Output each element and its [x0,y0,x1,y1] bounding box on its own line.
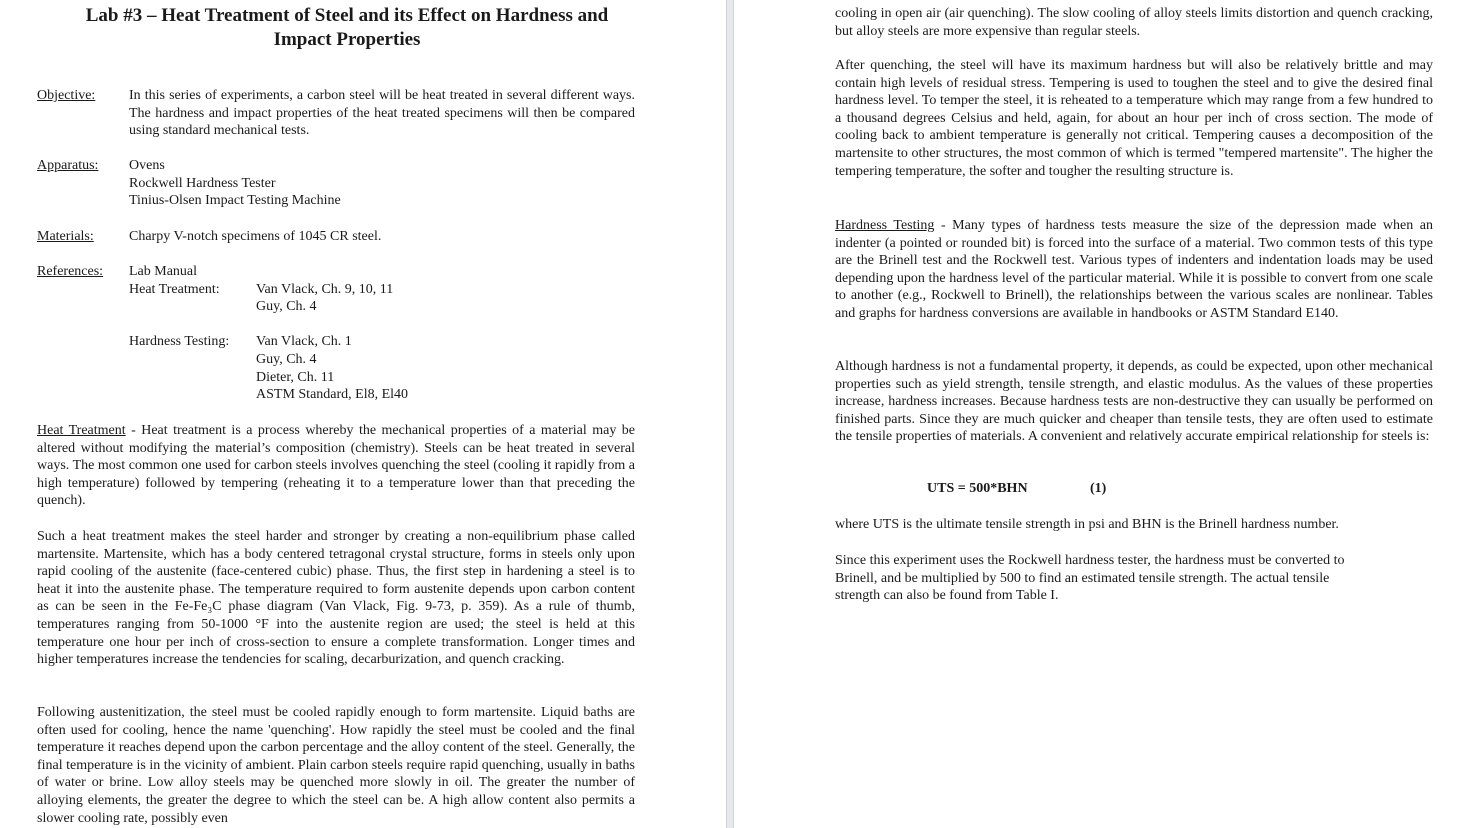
apparatus-item: Rockwell Hardness Tester [129,175,276,191]
document-page-right [734,0,1461,828]
martensite-paragraph: Such a heat treatment makes the steel harder and stronger by creating a non-equilibrium phase called martensite. Martensite, which has a body centered tetragonal crystal structure, forms in steels only upon rapid cooling of the austenite (face-centered cubic) phase. Thus, the first step in hardening a steel is to heat it into the austenite phase. The temperature required to form austenite depends upon carbon content as can be seen in the Fe-Fe₃C phase diagram (Van Vlack, Fig. 9-73, p. 359). As a rule of thumb, temperatures ranging from 50-1000 °F into the austenite region are used; the steel is held at this temperature one hour per inch of cross-section to ensure a complete transformation. Longer times and higher temperatures increase the tendencies for scaling, decarburization, and quench cracking. [37,529,635,668]
hardness-testing-paragraph [835,217,1433,323]
uts-equation [927,480,1107,498]
apparatus-item: Tinius-Olsen Impact Testing Machine [129,193,341,209]
equation-text: UTS = 500*BHN [927,481,1028,496]
reference-item: Dieter, Ch. 11 [256,369,335,385]
apparatus-label: Apparatus: [37,158,99,173]
tempering-paragraph: After quenching, the steel will have its maximum hardness but will also be relatively brittle and may contain high levels of residual stress. Tempering is used to toughen the steel and to give the desired final hardness level. To temper the steel, it is reheated to a temperature which may range from a few hundred to a thousand degrees Celsius and held, again, for about an hour per inch of cross section. The mode of cooling back to ambient temperature is generally not critical. Tempering causes a decomposition of the martensite to other structures, the most common of which is termed "tempered martensite". The higher the tempering temperature, the softer and tougher the resulting structure is. [835,58,1433,179]
title-line-2: Impact Properties [273,29,421,50]
paragraph-line: Brinell, and be multiplied by 500 to find an estimated tensile strength. The actual tensile [835,570,1330,586]
objective-text: In this series of experiments, a carbon steel will be heat treated in several different ways. The hardness and impact properties of the heat treated specimens will then be compared using standard mechanical tests. [129,88,635,139]
paragraph-line: strength can also be found from Table I. [835,588,1059,604]
reference-item: Van Vlack, Ch. 1 [256,334,352,350]
rockwell-conversion-paragraph [835,552,1433,605]
apparatus-item: Ovens [129,158,165,173]
quenching-continued-paragraph: cooling in open air (air quenching). The slow cooling of alloy steels limits distortion and quench cracking, but alloy steels are more expensive than regular steels. [835,6,1433,39]
hardness-testing-heading: Hardness Testing [835,218,935,233]
paragraph-line: Since this experiment uses the Rockwell hardness tester, the hardness must be converted to [835,553,1345,568]
uts-definition-paragraph: where UTS is the ultimate tensile strength in psi and BHN is the Brinell hardness number. [835,517,1339,532]
title-line-1: Lab #3 – Heat Treatment of Steel and its Effect on Hardness and [85,5,609,26]
page-gutter [726,0,734,828]
reference-hardness-testing-label: Hardness Testing: [129,334,230,350]
heat-treatment-heading: Heat Treatment [37,423,126,438]
references-section [37,263,637,403]
equation-number: (1) [1090,481,1107,496]
heat-treatment-text: - Heat treatment is a process whereby the mechanical properties of a material may be altered without modifying the material’s composition (chemistry). Steels can be heat treated in several ways. The most common one used for carbon steels involves quenching the steel (cooling it rapidly from a high temperature) followed by tempering (reheating it to a temperature lower than that preceding the quench). [37,423,635,509]
reference-heat-treatment-label: Heat Treatment: [129,281,220,297]
reference-item: Van Vlack, Ch. 9, 10, 11 [256,281,394,297]
references-label: References: [37,264,104,279]
materials-label: Materials: [37,229,94,244]
reference-lab-manual: Lab Manual [129,264,198,279]
hardness-property-paragraph: Although hardness is not a fundamental property, it depends, as could be expected, upon other mechanical properties such as yield strength, tensile strength, and elastic modulus. As the values of these properties increase, hardness increases. Because hardness tests are non-destructive they can usually be performed on finished parts. Since they are much quicker and cheaper than tensile tests, they are often used to estimate the tensile properties of materials. A convenient and relatively accurate empirical relationship for steels is: [835,359,1433,445]
document-title [37,4,657,52]
document-page-left [0,0,726,828]
reference-item: ASTM Standard, El8, El40 [256,387,409,403]
apparatus-list [129,157,635,210]
objective-label: Objective: [37,88,96,103]
hardness-testing-text: - Many types of hardness tests measure the size of the depression made when an indenter (a pointed or rounded bit) is forced into the surface of a material. Two common tests of this type are the Brinell test and the Rockwell test. Various types of indenters and indentation loads may be used depending upon the hardness level of the particular material. While it is possible to convert from one scale to another (e.g., Rockwell to Brinell), the relationships between the various scales are nonlinear. Tables and graphs for hardness conversions are available in handbooks or ASTM Standard E140. [835,218,1434,321]
reference-item: Guy, Ch. 4 [256,299,317,315]
heat-treatment-paragraph [37,422,635,510]
quenching-paragraph: Following austenitization, the steel must be cooled rapidly enough to form martensite. Liquid baths are often used for cooling, hence the name 'quenching'. How rapidly the steel must be cooled and the final temperature it reaches depend upon the carbon percentage and the alloy content of the steel. Generally, the final temperature is in the vicinity of ambient. Plain carbon steels require rapid quenching, usually in baths of water or brine. Low alloy steels may be quenched more slowly in oil. The greater the number of alloying elements, the greater the degree to which the steel can be. A high allow content also permits a slower cooling rate, possibly even [37,705,635,826]
reference-item: Guy, Ch. 4 [256,352,317,367]
materials-text: Charpy V-notch specimens of 1045 CR steel. [129,229,382,244]
